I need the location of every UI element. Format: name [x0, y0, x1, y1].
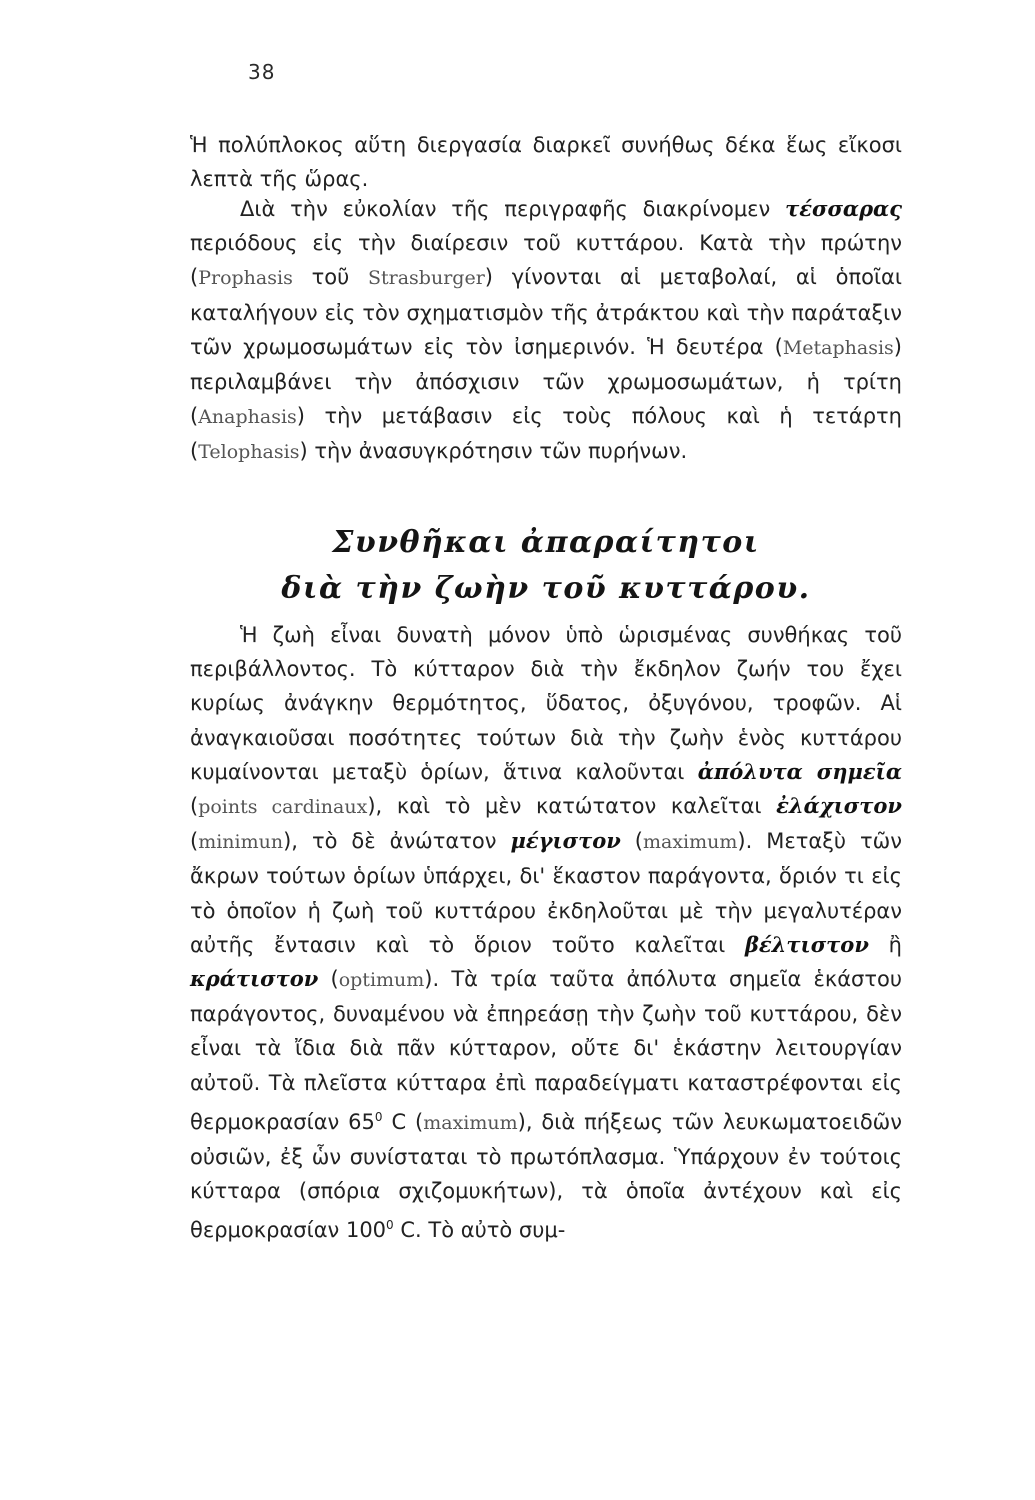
text-run: ) τὴν μετάβασιν εἰς τοὺς πόλους καὶ ἡ τετάρτη (: [190, 404, 902, 464]
text-run: τοῦ: [292, 265, 368, 290]
bold-term-minimum: ἐλάχιστον: [776, 793, 902, 819]
degree-superscript: 0: [374, 1109, 383, 1124]
text-run: ). Μεταξὺ τῶν ἄκρων τούτων ὁρίων ὑπάρχει, δι' ἕκαστον παράγοντα, ὅριόν τι εἰς τὸ ὁποῖον ἡ ζωὴ τοῦ κυττάρου ἐκδηλοῦται μὲ τὴν μεγαλυτέραν αὐτῆς ἔντασιν καὶ τὸ ὅριον τοῦτο καλεῖται: [190, 829, 902, 957]
text-run: ), διὰ πήξεως τῶν λευκωματοειδῶν οὐσιῶν, ἐξ ὧν συνίσταται τὸ πρωτόπλασμα. Ὑπάρχουν ἐν τούτοις κύτταρα (σπόρια σχιζομυκήτων), τὰ ὁποῖα ἀντέχουν καὶ εἰς θερμοκρασίαν 100: [190, 1109, 902, 1243]
degree-superscript: 0: [386, 1218, 394, 1233]
latin-term-anaphasis: Anaphasis: [198, 406, 297, 429]
bold-term-optimum-1: βέλτιστον: [744, 931, 869, 957]
latin-term-maximum-2: maximum: [423, 1111, 518, 1134]
text-run: (: [318, 967, 339, 992]
text-run: Ἡ ζωὴ εἶναι δυνατὴ μόνον ὑπὸ ὡρισμένας συνθήκας τοῦ περιβάλλοντος. Τὸ κύτταρον διὰ τὴν ἔκδηλον ζωήν του ἔχει κυρίως ἀνάγκην θερμότητος, ὕδατος, ὀξυγόνου, τροφῶν. Αἱ ἀναγκαιοῦσαι ποσότητες τούτων διὰ τὴν ζωὴν ἑνὸς κυττάρου κυμαίνονται μεταξὺ ὁρίων, ἅτινα καλοῦνται: [190, 623, 902, 784]
paragraph-life-conditions: [190, 618, 902, 1248]
latin-term-strasburger: Strasburger: [368, 267, 485, 290]
page-number: 38: [248, 60, 276, 84]
latin-term-prophasis: Prophasis: [198, 267, 293, 290]
bold-term-maximum: μέγιστον: [510, 828, 621, 854]
paragraph-division-phases: [190, 192, 902, 470]
text-run: ). Τὰ τρία ταῦτα ἀπόλυτα σημεῖα ἑκάστου παράγοντος, δυναμένου νὰ ἐπηρεάσῃ τὴν ζωὴν τοῦ κυττάρου, δὲν εἶναι τὰ ἴδια διὰ πᾶν κύτταρον, οὔτε δι' ἑκάστην λειτουργίαν αὐτοῦ. Τὰ πλεῖστα κύτταρα ἐπὶ παραδείγματι καταστρέφονται εἰς θερμοκρασίαν 65: [190, 967, 902, 1134]
text-run: περιόδους εἰς τὴν διαίρεσιν τοῦ κυττάρου. Κατὰ τὴν πρώτην (: [190, 231, 902, 290]
latin-term-maximum: maximum: [642, 831, 738, 854]
text-run: ), τὸ δὲ ἀνώτατον: [283, 829, 511, 854]
latin-term-minimun: minimun: [198, 831, 284, 854]
text-run: C (: [382, 1109, 424, 1134]
paragraph-division-duration: Ἡ πολύπλοκος αὕτη διεργασία διαρκεῖ συνήθως δέκα ἕως εἴκοσι λεπτὰ τῆς ὥρας.: [190, 133, 902, 192]
text-run: (: [190, 794, 199, 819]
latin-term-telophasis: Telophasis: [198, 441, 300, 464]
text-run: ), καὶ τὸ μὲν κατώτατον καλεῖται: [367, 794, 777, 819]
bold-term-absolute-points: ἀπόλυτα σημεῖα: [697, 758, 902, 784]
text-run: ) γίνονται αἱ μεταβολαί, αἱ ὁποῖαι καταλήγουν εἰς τὸν σχηματισμὸν τῆς ἀτράκτου καὶ τὴν παράταξιν τῶν χρωμοσωμάτων εἰς τὸν ἰσημερινόν. Ἡ δευτέρα (: [190, 265, 903, 359]
text-run: Διὰ τὴν εὐκολίαν τῆς περιγραφῆς διακρίνομεν: [240, 197, 786, 221]
text-run: (: [620, 829, 643, 854]
text-run: C. Τὸ αὐτὸ συμ-: [393, 1218, 566, 1243]
text-run: (: [190, 829, 199, 854]
section-heading-line-1: Συνθῆκαι ἀπαραίτητοι: [332, 525, 760, 560]
section-heading-line-2: διὰ τὴν ζωὴν τοῦ κυττάρου.: [281, 571, 811, 606]
text-run: ) τὴν ἀνασυγκρότησιν τῶν πυρήνων.: [299, 439, 688, 464]
latin-term-points-cardinaux: points cardinaux: [198, 796, 368, 819]
bold-term-optimum-2: κράτιστον: [190, 966, 319, 992]
text-run: ) περιλαμβάνει τὴν ἀπόσχισιν τῶν χρωμοσωμάτων, ἡ τρίτη (: [190, 334, 902, 429]
latin-term-optimum: optimum: [338, 969, 425, 992]
bold-term-four: τέσσαρας: [785, 196, 902, 221]
text-run: ἢ: [868, 932, 902, 957]
latin-term-metaphasis: Metaphasis: [782, 336, 894, 359]
